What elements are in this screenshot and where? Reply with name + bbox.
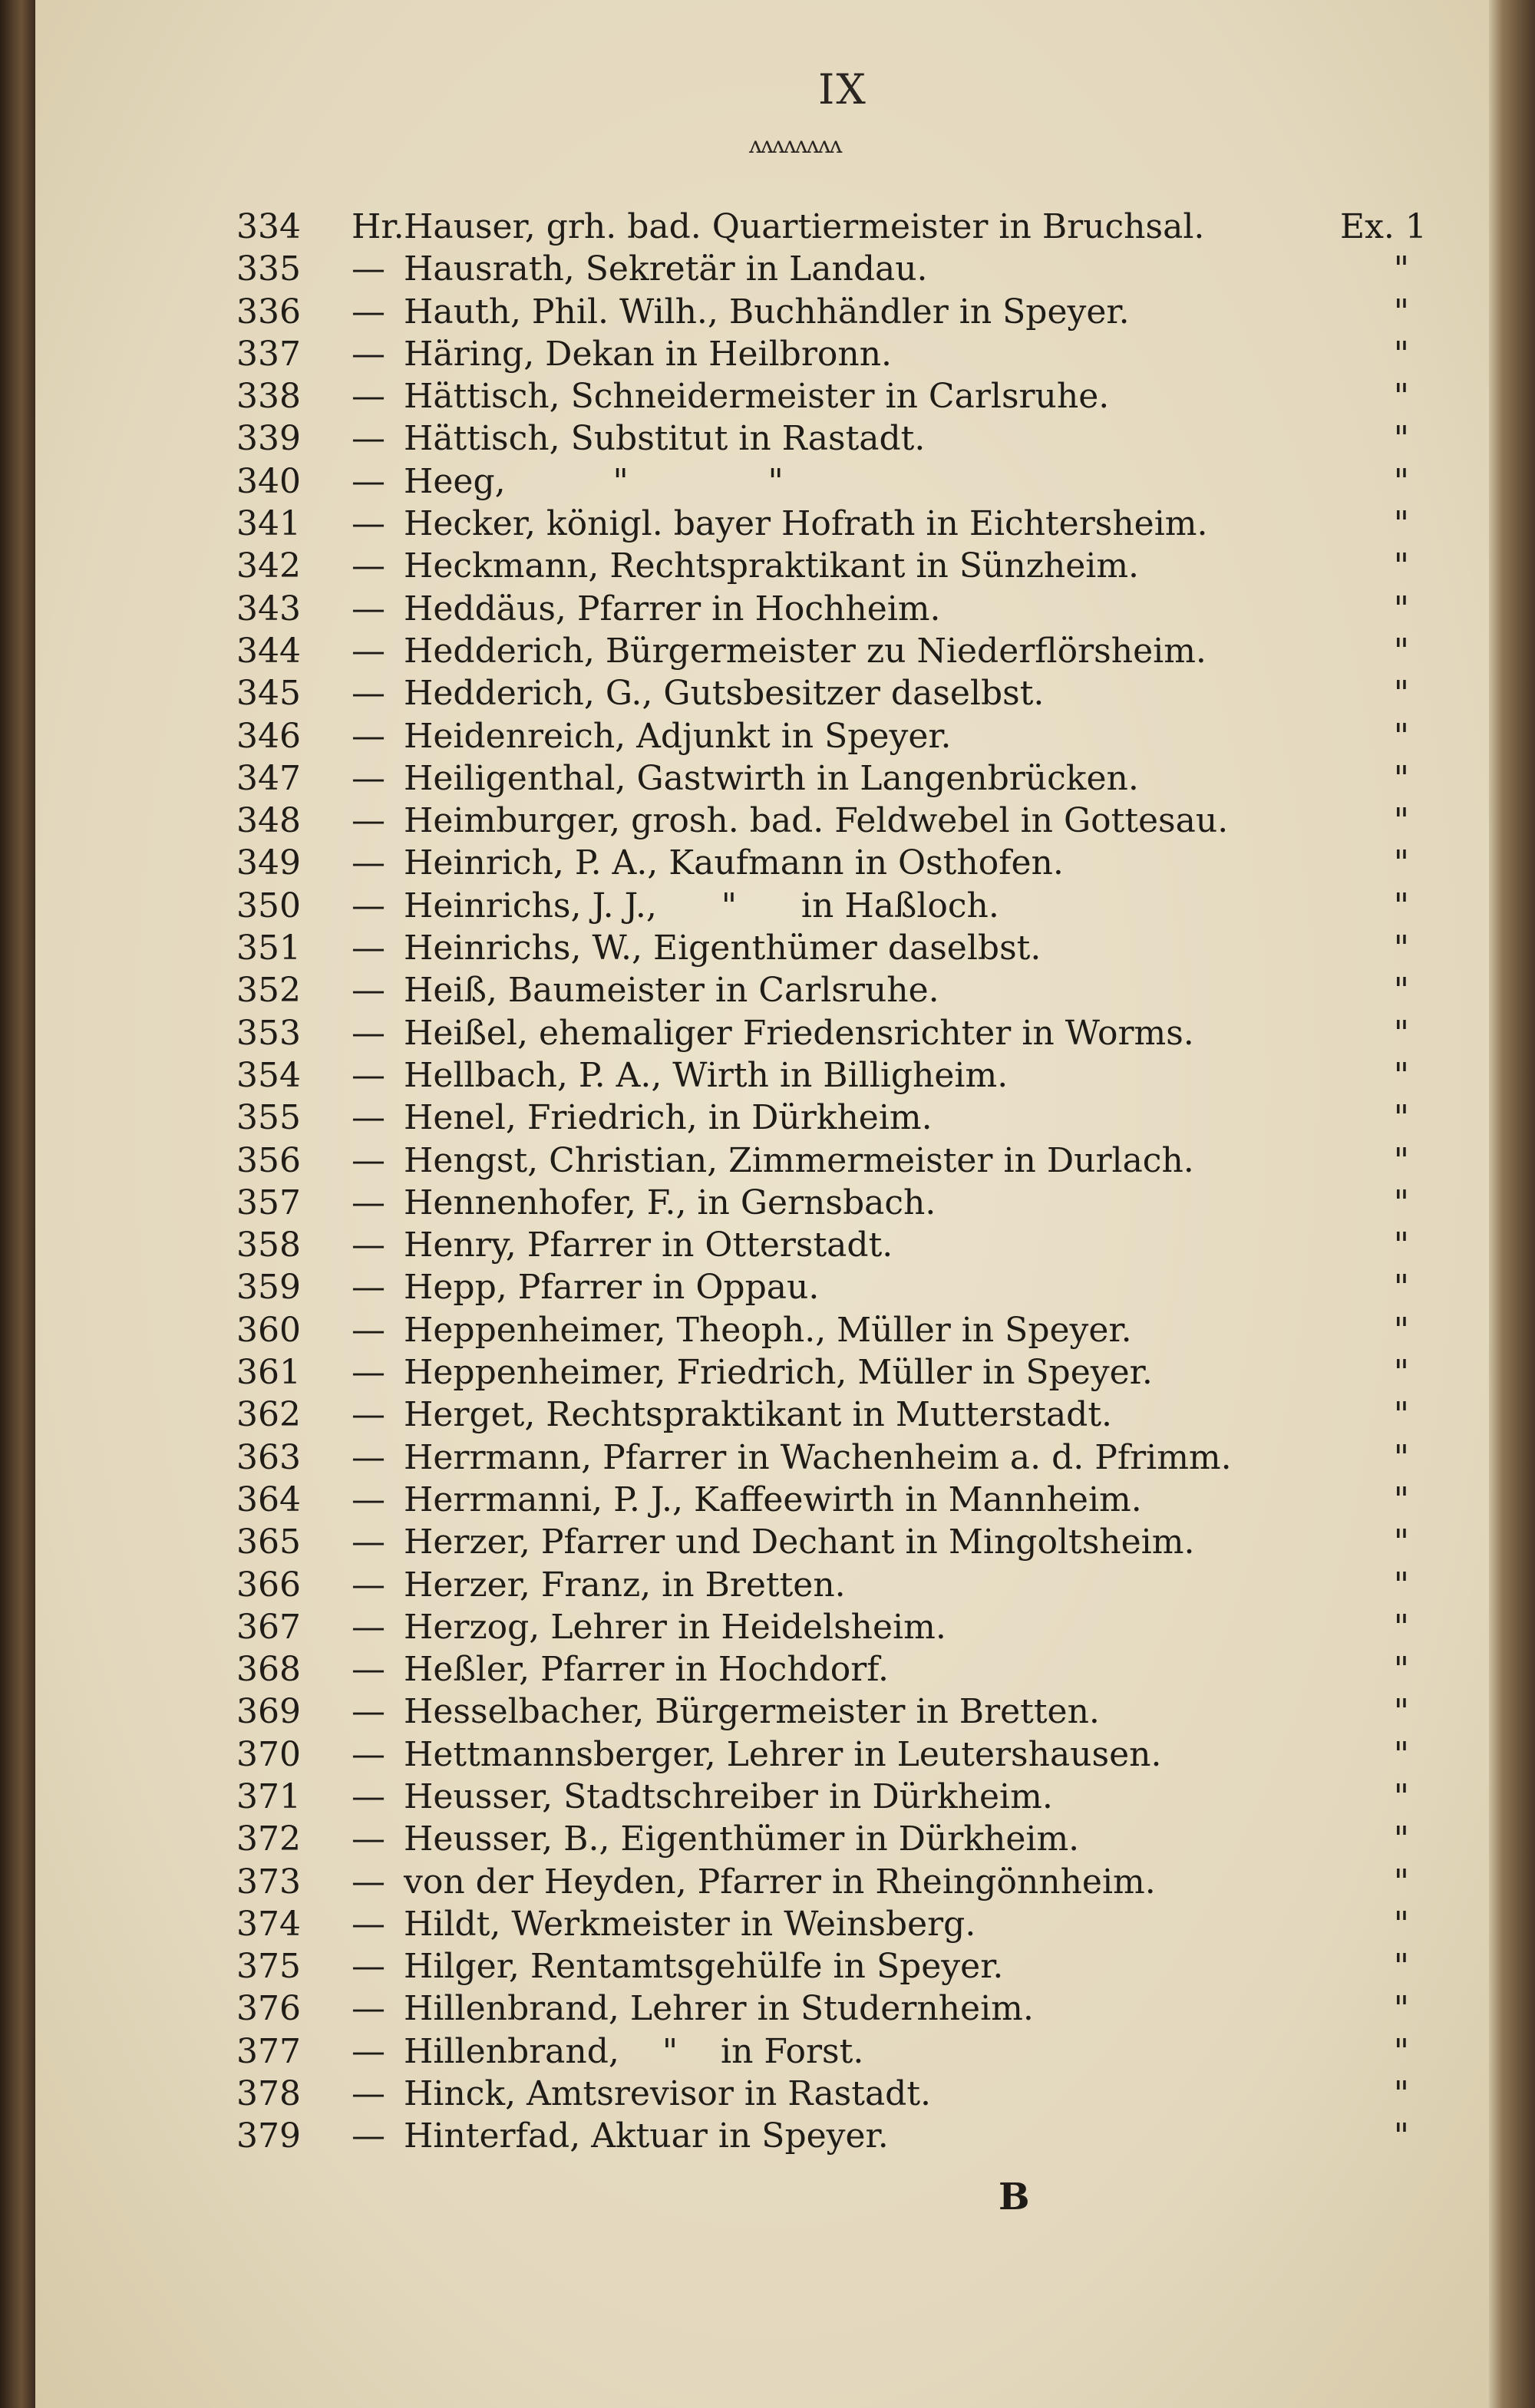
entry-text: Herget, Rechtspraktikant in Mutterstadt. xyxy=(404,1395,1113,1435)
entry-count: " xyxy=(1393,1183,1409,1222)
entry-number: 357 xyxy=(236,1183,301,1222)
entry-count: " xyxy=(1393,716,1409,756)
entry-number: 374 xyxy=(236,1904,301,1944)
entry-text: Heusser, Stadtschreiber in Dürkheim. xyxy=(404,1776,1053,1816)
entry-prefix: — xyxy=(352,1607,385,1647)
entry-prefix: — xyxy=(352,1734,385,1774)
entry-number: 335 xyxy=(236,249,301,289)
entry-prefix: — xyxy=(352,2116,385,2156)
entry-text: Hennenhofer, F., in Gernsbach. xyxy=(404,1183,936,1222)
signature-mark: B xyxy=(999,2175,1030,2218)
entry-prefix: — xyxy=(352,716,385,756)
book-edge xyxy=(1489,0,1535,2408)
entry-text: Hellbach, P. A., Wirth in Billigheim. xyxy=(404,1055,1008,1095)
entry-number: 348 xyxy=(236,801,301,841)
entry-text: Hauser, grh. bad. Quartiermeister in Bruchsal. xyxy=(404,207,1205,246)
entry-number: 360 xyxy=(236,1310,301,1350)
entry-prefix: — xyxy=(352,674,385,714)
list-item xyxy=(35,842,1497,884)
entry-number: 369 xyxy=(236,1692,301,1732)
list-item xyxy=(35,1945,1497,1987)
entry-count: " xyxy=(1393,1353,1409,1393)
list-item xyxy=(35,1733,1497,1776)
list-item xyxy=(35,1987,1497,2030)
entry-count: " xyxy=(1393,1395,1409,1435)
entry-count: " xyxy=(1393,929,1409,968)
entry-text: Heppenheimer, Friedrich, Müller in Speyer. xyxy=(404,1353,1153,1393)
entry-text: Henel, Friedrich, in Dürkheim. xyxy=(404,1098,933,1138)
entry-text: Herzog, Lehrer in Heidelsheim. xyxy=(404,1607,946,1647)
entry-prefix: — xyxy=(352,801,385,841)
list-item xyxy=(35,927,1497,969)
entry-number: 347 xyxy=(236,758,301,798)
list-item xyxy=(35,1437,1497,1479)
entry-number: 336 xyxy=(236,292,301,332)
list-item xyxy=(35,1861,1497,1903)
entry-text: Häring, Dekan in Heilbronn. xyxy=(404,334,893,374)
entry-text: Hauth, Phil. Wilh., Buchhändler in Speyer. xyxy=(404,292,1130,332)
ornament-rule: ʌʌʌʌʌʌʌʌ xyxy=(749,132,841,159)
entry-prefix: — xyxy=(352,1395,385,1435)
entry-count: " xyxy=(1393,1819,1409,1859)
entry-number: 337 xyxy=(236,334,301,374)
entry-count: " xyxy=(1393,292,1409,332)
entry-prefix: — xyxy=(352,1776,385,1816)
entry-number: 356 xyxy=(236,1140,301,1180)
entry-number: 359 xyxy=(236,1268,301,1308)
entry-number: 370 xyxy=(236,1734,301,1774)
entry-count: " xyxy=(1393,801,1409,841)
entry-prefix: — xyxy=(352,886,385,925)
entry-number: 355 xyxy=(236,1098,301,1138)
entry-text: Heinrichs, J. J., " in Haßloch. xyxy=(404,886,999,925)
list-item xyxy=(35,1776,1497,1818)
entry-count: " xyxy=(1393,1437,1409,1477)
entry-count: " xyxy=(1393,1776,1409,1816)
entry-prefix: — xyxy=(352,292,385,332)
entry-count: " xyxy=(1393,1268,1409,1308)
entry-number: 375 xyxy=(236,1947,301,1987)
entry-text: Hedderich, Bürgermeister zu Niederflörsheim. xyxy=(404,631,1207,671)
list-item xyxy=(35,333,1497,375)
entry-prefix: — xyxy=(352,1904,385,1944)
entry-text: Herzer, Pfarrer und Dechant in Mingoltsheim. xyxy=(404,1522,1195,1562)
entry-count: " xyxy=(1393,1565,1409,1605)
entry-count: " xyxy=(1393,886,1409,925)
entry-text: Heimburger, grosh. bad. Feldwebel in Gottesau. xyxy=(404,801,1229,841)
entry-count: " xyxy=(1393,249,1409,289)
entry-count: " xyxy=(1393,971,1409,1011)
entry-number: 343 xyxy=(236,589,301,628)
entry-prefix: — xyxy=(352,1140,385,1180)
list-item xyxy=(35,2073,1497,2115)
list-item xyxy=(35,375,1497,417)
subscriber-list xyxy=(35,206,1497,2158)
entry-text: Hillenbrand, " in Forst. xyxy=(404,2031,864,2071)
entry-text: Heusser, B., Eigenthümer in Dürkheim. xyxy=(404,1819,1080,1859)
entry-prefix: — xyxy=(352,758,385,798)
entry-count: " xyxy=(1393,589,1409,628)
entry-count: " xyxy=(1393,758,1409,798)
entry-count: " xyxy=(1393,546,1409,586)
entry-text: Heßler, Pfarrer in Hochdorf. xyxy=(404,1650,889,1690)
list-item xyxy=(35,715,1497,757)
entry-prefix: — xyxy=(352,971,385,1011)
entry-prefix: — xyxy=(352,1692,385,1732)
entry-count: " xyxy=(1393,2031,1409,2071)
entry-count: " xyxy=(1393,504,1409,544)
entry-count: " xyxy=(1393,843,1409,883)
list-item xyxy=(35,630,1497,672)
entry-prefix: — xyxy=(352,249,385,289)
entry-number: 377 xyxy=(236,2031,301,2071)
list-item xyxy=(35,1097,1497,1139)
entry-number: 363 xyxy=(236,1437,301,1477)
entry-number: 340 xyxy=(236,461,301,501)
entry-prefix: — xyxy=(352,1353,385,1393)
list-item xyxy=(35,248,1497,290)
entry-count: Ex. 1 xyxy=(1340,207,1427,246)
entry-prefix: — xyxy=(352,1862,385,1902)
list-item xyxy=(35,1266,1497,1308)
entry-number: 350 xyxy=(236,886,301,925)
list-item xyxy=(35,460,1497,503)
entry-number: 379 xyxy=(236,2116,301,2156)
entry-prefix: — xyxy=(352,461,385,501)
entry-count: " xyxy=(1393,1607,1409,1647)
entry-number: 371 xyxy=(236,1776,301,1816)
list-item xyxy=(35,800,1497,842)
entry-prefix: — xyxy=(352,1650,385,1690)
list-item xyxy=(35,1818,1497,1860)
entry-text: Heinrichs, W., Eigenthümer daselbst. xyxy=(404,929,1041,968)
list-item xyxy=(35,545,1497,587)
entry-number: 351 xyxy=(236,929,301,968)
entry-count: " xyxy=(1393,1862,1409,1902)
entry-count: " xyxy=(1393,631,1409,671)
entry-prefix: Hr. xyxy=(352,207,404,246)
entry-prefix: — xyxy=(352,419,385,459)
list-item xyxy=(35,2030,1497,2073)
list-item xyxy=(35,1140,1497,1182)
entry-prefix: — xyxy=(352,1055,385,1095)
entry-number: 342 xyxy=(236,546,301,586)
entry-text: Henry, Pfarrer in Otterstadt. xyxy=(404,1225,893,1265)
entry-text: Herrmann, Pfarrer in Wachenheim a. d. Pfrimm. xyxy=(404,1437,1232,1477)
entry-number: 366 xyxy=(236,1565,301,1605)
entry-number: 346 xyxy=(236,716,301,756)
entry-count: " xyxy=(1393,1734,1409,1774)
list-item xyxy=(35,2115,1497,2157)
list-item xyxy=(35,1691,1497,1733)
entry-text: Heddäus, Pfarrer in Hochheim. xyxy=(404,589,941,628)
entry-prefix: — xyxy=(352,1565,385,1605)
entry-prefix: — xyxy=(352,1437,385,1477)
entry-text: Hillenbrand, Lehrer in Studernheim. xyxy=(404,1989,1034,2029)
entry-number: 349 xyxy=(236,843,301,883)
list-item xyxy=(35,1564,1497,1606)
entry-count: " xyxy=(1393,334,1409,374)
entry-text: Heißel, ehemaliger Friedensrichter in Worms. xyxy=(404,1013,1194,1053)
entry-count: " xyxy=(1393,1098,1409,1138)
entry-text: Heiß, Baumeister in Carlsruhe. xyxy=(404,971,939,1011)
entry-number: 362 xyxy=(236,1395,301,1435)
entry-text: Hengst, Christian, Zimmermeister in Durlach. xyxy=(404,1140,1194,1180)
entry-count: " xyxy=(1393,377,1409,417)
entry-number: 376 xyxy=(236,1989,301,2029)
list-item xyxy=(35,1903,1497,1945)
list-item xyxy=(35,291,1497,333)
entry-number: 373 xyxy=(236,1862,301,1902)
list-item xyxy=(35,969,1497,1011)
entry-count: " xyxy=(1393,1989,1409,2029)
entry-text: Hesselbacher, Bürgermeister in Bretten. xyxy=(404,1692,1100,1732)
entry-number: 368 xyxy=(236,1650,301,1690)
entry-text: Herrmanni, P. J., Kaffeewirth in Mannheim. xyxy=(404,1479,1142,1519)
entry-prefix: — xyxy=(352,1310,385,1350)
entry-prefix: — xyxy=(352,2031,385,2071)
list-item xyxy=(35,1479,1497,1521)
entry-number: 341 xyxy=(236,504,301,544)
entry-prefix: — xyxy=(352,1098,385,1138)
entry-text: Hättisch, Substitut in Rastadt. xyxy=(404,419,926,459)
list-item xyxy=(35,1606,1497,1648)
entry-text: Heckmann, Rechtspraktikant in Sünzheim. xyxy=(404,546,1140,586)
entry-text: Heidenreich, Adjunkt in Speyer. xyxy=(404,716,952,756)
entry-text: Hättisch, Schneidermeister in Carlsruhe. xyxy=(404,377,1110,417)
entry-count: " xyxy=(1393,1479,1409,1519)
entry-count: " xyxy=(1393,1947,1409,1987)
entry-count: " xyxy=(1393,1522,1409,1562)
page xyxy=(35,0,1497,2408)
entry-number: 352 xyxy=(236,971,301,1011)
entry-text: Hausrath, Sekretär in Landau. xyxy=(404,249,928,289)
entry-prefix: — xyxy=(352,504,385,544)
entry-prefix: — xyxy=(352,929,385,968)
entry-text: Hecker, königl. bayer Hofrath in Eichtersheim. xyxy=(404,504,1208,544)
entry-text: Hildt, Werkmeister in Weinsberg. xyxy=(404,1904,976,1944)
entry-text: Hinck, Amtsrevisor in Rastadt. xyxy=(404,2074,932,2114)
entry-prefix: — xyxy=(352,1522,385,1562)
entry-number: 345 xyxy=(236,674,301,714)
entry-count: " xyxy=(1393,1692,1409,1732)
entry-text: Hilger, Rentamtsgehülfe in Speyer. xyxy=(404,1947,1004,1987)
entry-prefix: — xyxy=(352,1947,385,1987)
entry-text: von der Heyden, Pfarrer in Rheingönnheim. xyxy=(404,1862,1156,1902)
entry-count: " xyxy=(1393,1013,1409,1053)
entry-prefix: — xyxy=(352,1225,385,1265)
entry-count: " xyxy=(1393,419,1409,459)
entry-prefix: — xyxy=(352,377,385,417)
entry-count: " xyxy=(1393,1225,1409,1265)
entry-count: " xyxy=(1393,1650,1409,1690)
page-number: IX xyxy=(818,65,867,114)
entry-prefix: — xyxy=(352,1268,385,1308)
entry-number: 364 xyxy=(236,1479,301,1519)
entry-text: Heiligenthal, Gastwirth in Langenbrücken. xyxy=(404,758,1139,798)
list-item xyxy=(35,672,1497,714)
entry-count: " xyxy=(1393,1140,1409,1180)
entry-text: Hinterfad, Aktuar in Speyer. xyxy=(404,2116,889,2156)
entry-number: 372 xyxy=(236,1819,301,1859)
entry-prefix: — xyxy=(352,843,385,883)
entry-number: 353 xyxy=(236,1013,301,1053)
entry-prefix: — xyxy=(352,2074,385,2114)
entry-prefix: — xyxy=(352,631,385,671)
entry-prefix: — xyxy=(352,1989,385,2029)
entry-prefix: — xyxy=(352,1013,385,1053)
list-item xyxy=(35,1394,1497,1436)
entry-count: " xyxy=(1393,1904,1409,1944)
entry-count: " xyxy=(1393,1055,1409,1095)
entry-number: 334 xyxy=(236,207,301,246)
entry-number: 365 xyxy=(236,1522,301,1562)
entry-prefix: — xyxy=(352,1819,385,1859)
entry-number: 361 xyxy=(236,1353,301,1393)
list-item xyxy=(35,1521,1497,1563)
entry-text: Hedderich, G., Gutsbesitzer daselbst. xyxy=(404,674,1045,714)
list-item xyxy=(35,1309,1497,1351)
list-item xyxy=(35,1054,1497,1097)
list-item xyxy=(35,1648,1497,1691)
list-item xyxy=(35,1182,1497,1224)
list-item xyxy=(35,1351,1497,1394)
entry-count: " xyxy=(1393,461,1409,501)
list-item xyxy=(35,417,1497,460)
entry-count: " xyxy=(1393,1310,1409,1350)
list-item xyxy=(35,885,1497,927)
entry-number: 367 xyxy=(236,1607,301,1647)
entry-text: Hepp, Pfarrer in Oppau. xyxy=(404,1268,820,1308)
entry-prefix: — xyxy=(352,546,385,586)
entry-count: " xyxy=(1393,2116,1409,2156)
list-item xyxy=(35,757,1497,800)
entry-number: 344 xyxy=(236,631,301,671)
entry-number: 339 xyxy=(236,419,301,459)
entry-text: Hettmannsberger, Lehrer in Leutershausen. xyxy=(404,1734,1162,1774)
entry-text: Heppenheimer, Theoph., Müller in Speyer. xyxy=(404,1310,1132,1350)
entry-text: Herzer, Franz, in Bretten. xyxy=(404,1565,846,1605)
entry-number: 378 xyxy=(236,2074,301,2114)
list-item xyxy=(35,1012,1497,1054)
entry-prefix: — xyxy=(352,1479,385,1519)
entry-prefix: — xyxy=(352,1183,385,1222)
list-item xyxy=(35,588,1497,630)
entry-text: Heinrich, P. A., Kaufmann in Osthofen. xyxy=(404,843,1064,883)
list-item xyxy=(35,206,1497,248)
entry-count: " xyxy=(1393,2074,1409,2114)
list-item xyxy=(35,503,1497,545)
entry-number: 358 xyxy=(236,1225,301,1265)
book-spine xyxy=(0,0,35,2408)
entry-number: 338 xyxy=(236,377,301,417)
entry-count: " xyxy=(1393,674,1409,714)
list-item xyxy=(35,1224,1497,1266)
entry-number: 354 xyxy=(236,1055,301,1095)
entry-prefix: — xyxy=(352,589,385,628)
entry-text: Heeg, " " xyxy=(404,461,784,501)
entry-prefix: — xyxy=(352,334,385,374)
